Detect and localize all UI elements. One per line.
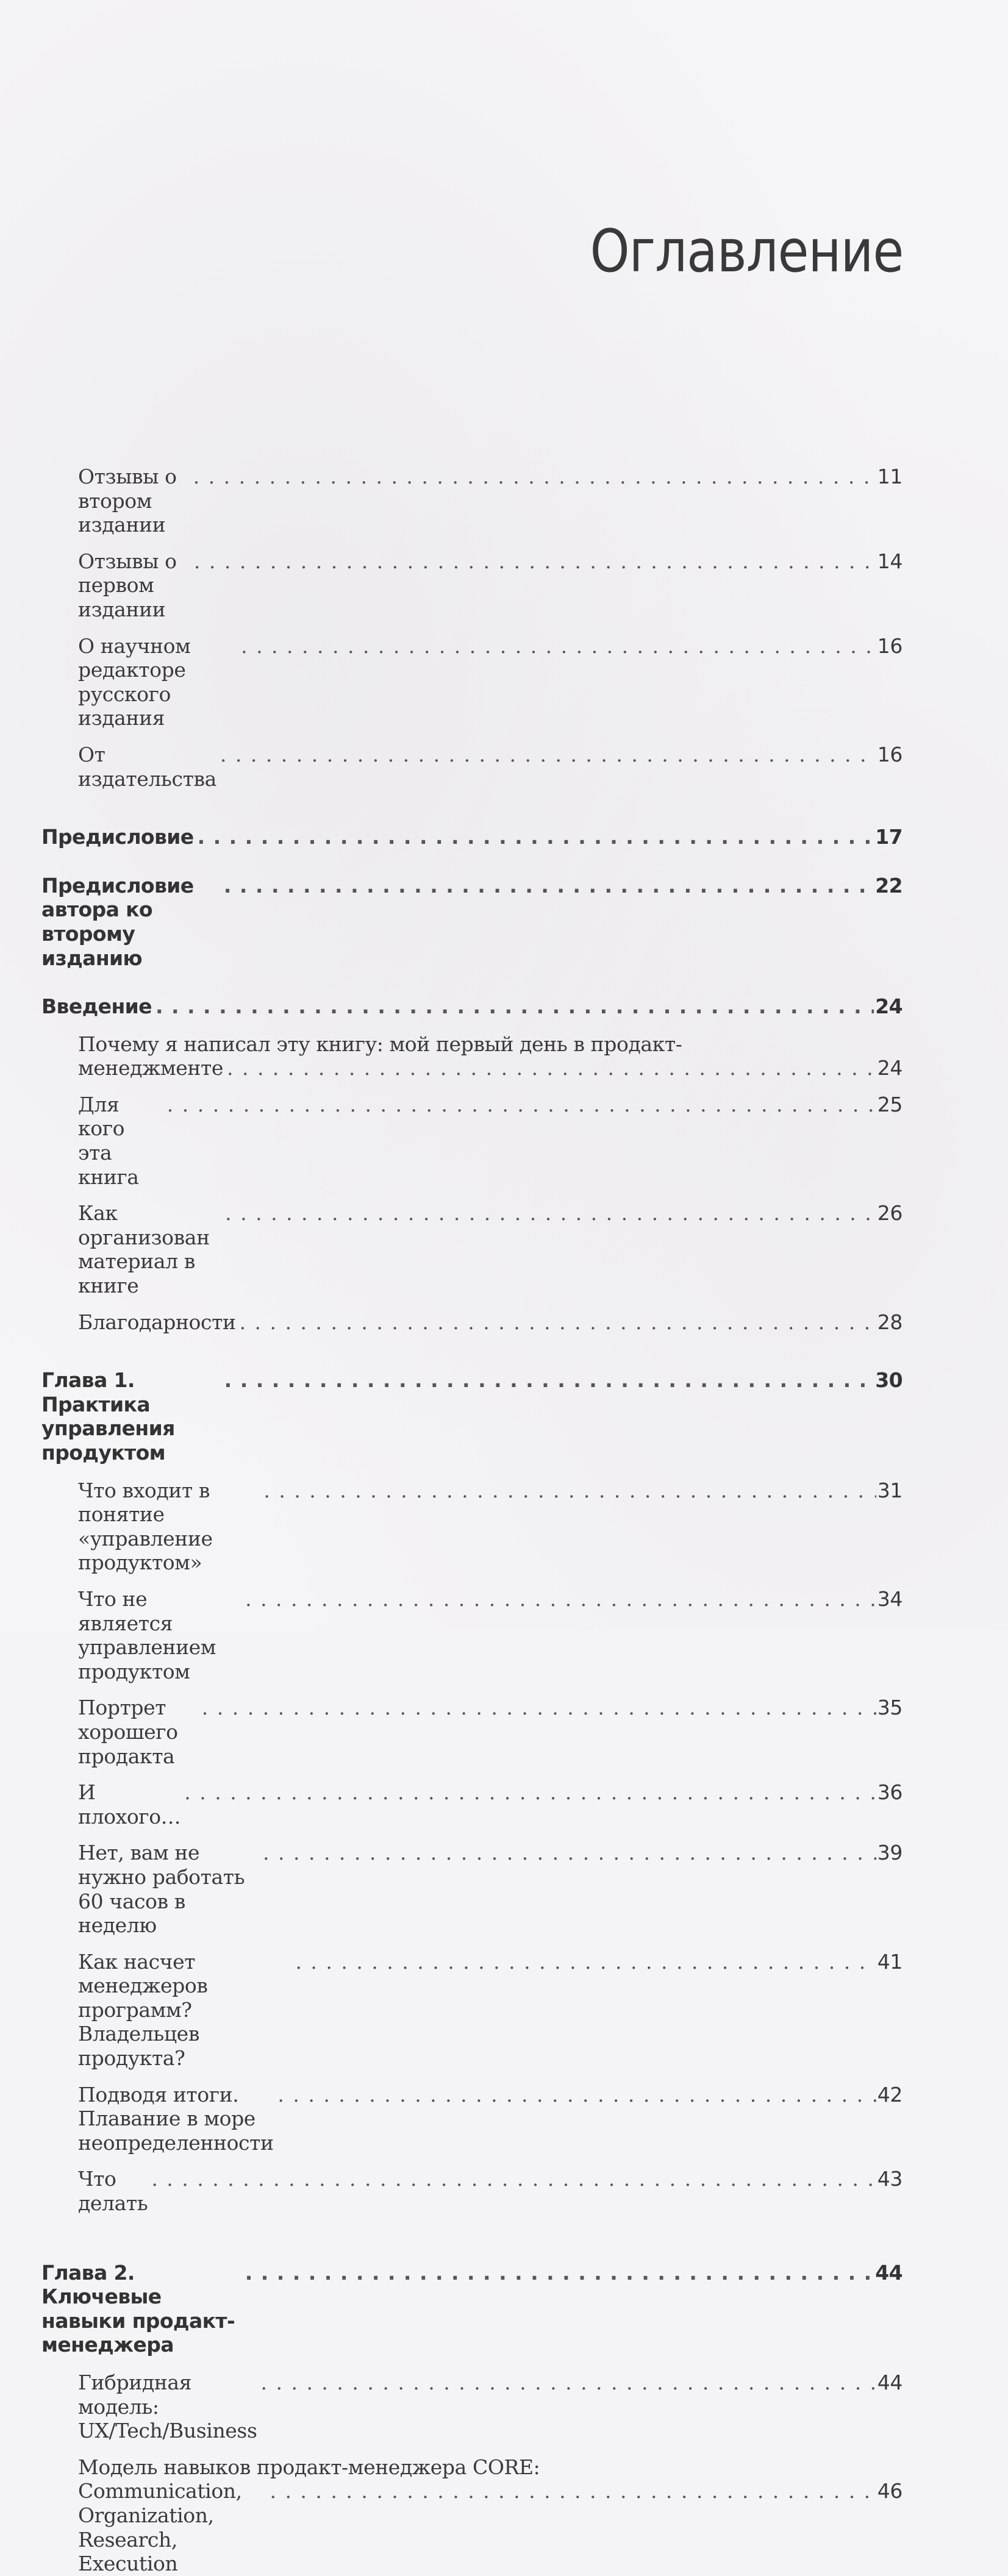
dot-leader	[245, 2261, 874, 2285]
toc-entry-label: Отзывы о первом издании	[78, 549, 183, 621]
toc-page-number: 44	[877, 2371, 903, 2394]
page-title: Оглавление	[590, 217, 903, 286]
toc-page-number: 22	[875, 873, 903, 897]
dot-leader	[155, 994, 874, 1019]
toc-entry-ch1-bad-pm[interactable]	[41, 1780, 903, 1829]
dot-leader	[263, 1479, 876, 1503]
toc-entry-introduction[interactable]	[41, 994, 903, 1019]
toc-entry-ch1-good-pm[interactable]	[41, 1696, 903, 1768]
toc-page-number: 31	[877, 1478, 903, 1502]
toc-page-number: 16	[877, 742, 903, 766]
toc-entry-label: От издательства	[78, 742, 216, 791]
toc-entry-label: О научном редакторе русского издания	[78, 633, 197, 730]
table-of-contents	[41, 465, 903, 2576]
toc-entry-label-line2: Communication, Organization, Research, Execution	[78, 2479, 248, 2576]
toc-page-number: 28	[877, 1310, 903, 1334]
dot-leader	[225, 1201, 876, 1226]
toc-page-number: 41	[877, 1949, 903, 1974]
dot-leader	[261, 2371, 876, 2395]
toc-entry-label: Глава 1. Практика управления продуктом	[41, 1368, 182, 1465]
dot-leader	[151, 2167, 876, 2191]
toc-entry-label: Подводя итоги. Плавание в море неопределенности	[78, 2082, 274, 2155]
toc-page-number: 14	[877, 549, 903, 573]
toc-entry-from-publisher[interactable]	[41, 743, 903, 791]
dot-leader	[193, 465, 876, 489]
toc-entry-reviews-first-edition[interactable]	[41, 549, 903, 622]
dot-leader	[220, 743, 876, 767]
dot-leader	[277, 2083, 876, 2107]
toc-page-number: 36	[877, 1780, 903, 1805]
dot-leader	[241, 634, 876, 658]
toc-entry-ch1-summary[interactable]	[41, 2083, 903, 2155]
toc-entry-label: Как насчет менеджеров программ? Владельцев продукта?	[78, 1949, 214, 2071]
toc-entry-why-i-wrote-line2[interactable]	[41, 1056, 903, 1080]
toc-entry-label: Нет, вам не нужно работать 60 часов в неделю	[78, 1841, 251, 1938]
toc-entry-label: Гибридная модель: UX/Tech/Business	[78, 2371, 257, 2443]
toc-entry-author-preface[interactable]	[41, 874, 903, 970]
toc-page-number: 34	[877, 1586, 903, 1611]
dot-leader	[202, 1696, 876, 1720]
toc-page-number: 26	[877, 1201, 903, 1226]
toc-entry-label: Предисловие	[41, 825, 194, 849]
toc-entry-label-line1: Почему я написал эту книгу: мой первый день в продакт-	[78, 1032, 682, 1056]
toc-entry-ch1-what-to-do[interactable]	[41, 2167, 903, 2215]
toc-entry-label: Благодарности	[78, 1310, 236, 1334]
dot-leader	[227, 1056, 876, 1080]
toc-page-number: 25	[877, 1092, 903, 1116]
toc-entry-chapter-1[interactable]	[41, 1368, 903, 1465]
toc-entry-label: Как организован материал в книге	[78, 1201, 216, 1298]
toc-entry-label: И плохого…	[78, 1780, 181, 1829]
dot-leader	[194, 549, 876, 574]
toc-entry-label: Предисловие автора ко второму изданию	[41, 873, 201, 970]
toc-entry-about-scientific-editor[interactable]	[41, 634, 903, 730]
toc-page-number: 30	[875, 1368, 903, 1393]
dot-leader	[295, 1950, 876, 1974]
toc-entry-ch2-hybrid-model[interactable]	[41, 2371, 903, 2443]
dot-leader	[224, 874, 874, 898]
toc-entry-label: Отзывы о втором издании	[78, 465, 183, 537]
dot-leader	[263, 1841, 876, 1865]
toc-entry-label-line2: менеджменте	[78, 1056, 223, 1080]
toc-page-number: 46	[877, 2479, 903, 2503]
dot-leader	[245, 1587, 876, 1611]
toc-entry-ch1-what-is-pm[interactable]	[41, 1479, 903, 1575]
toc-page-number: 17	[875, 825, 903, 849]
toc-entry-preface[interactable]	[41, 825, 903, 849]
toc-page-number: 39	[877, 1841, 903, 1865]
dot-leader	[167, 1093, 876, 1117]
toc-entry-label: Глава 2. Ключевые навыки продакт-менеджера	[41, 2260, 235, 2357]
toc-entry-ch1-60-hours[interactable]	[41, 1841, 903, 1937]
toc-entry-label: Портрет хорошего продакта	[78, 1696, 184, 1768]
toc-entry-chapter-2[interactable]	[41, 2261, 903, 2357]
toc-page-number: 44	[875, 2260, 903, 2285]
toc-entry-label: Что входит в понятие «управление продуктом»	[78, 1478, 219, 1575]
toc-entry-label-line1: Модель навыков продакт-менеджера CORE:	[78, 2455, 540, 2479]
toc-page-number: 35	[877, 1696, 903, 1720]
toc-entry-ch1-what-is-not-pm[interactable]	[41, 1587, 903, 1683]
toc-page-number: 11	[877, 465, 903, 488]
toc-entry-label: Что не является управлением продуктом	[78, 1586, 223, 1683]
toc-page-number: 42	[877, 2082, 903, 2107]
toc-page-number: 43	[877, 2167, 903, 2191]
toc-entry-label: Для кого эта книга	[78, 1092, 139, 1189]
toc-entry-label: Введение	[41, 994, 152, 1019]
toc-entry-ch2-core-model-line2[interactable]	[41, 2479, 903, 2575]
dot-leader	[184, 1780, 876, 1805]
dot-leader	[198, 825, 874, 849]
toc-entry-who-is-book-for[interactable]	[41, 1093, 903, 1189]
dot-leader	[240, 1310, 876, 1335]
toc-page-number: 24	[875, 994, 903, 1019]
toc-entry-acknowledgements[interactable]	[41, 1310, 903, 1335]
toc-page-number: 16	[877, 633, 903, 658]
toc-page-number: 24	[877, 1056, 903, 1080]
dot-leader	[224, 1368, 874, 1393]
toc-entry-reviews-second-edition[interactable]	[41, 465, 903, 537]
dot-leader	[270, 2479, 876, 2503]
toc-entry-why-i-wrote-line1[interactable]	[41, 1032, 903, 1057]
toc-entry-ch1-program-managers[interactable]	[41, 1950, 903, 2071]
toc-entry-ch2-core-model-line1[interactable]	[41, 2455, 903, 2480]
toc-entry-how-organized[interactable]	[41, 1201, 903, 1297]
toc-entry-label: Что делать	[78, 2167, 148, 2216]
